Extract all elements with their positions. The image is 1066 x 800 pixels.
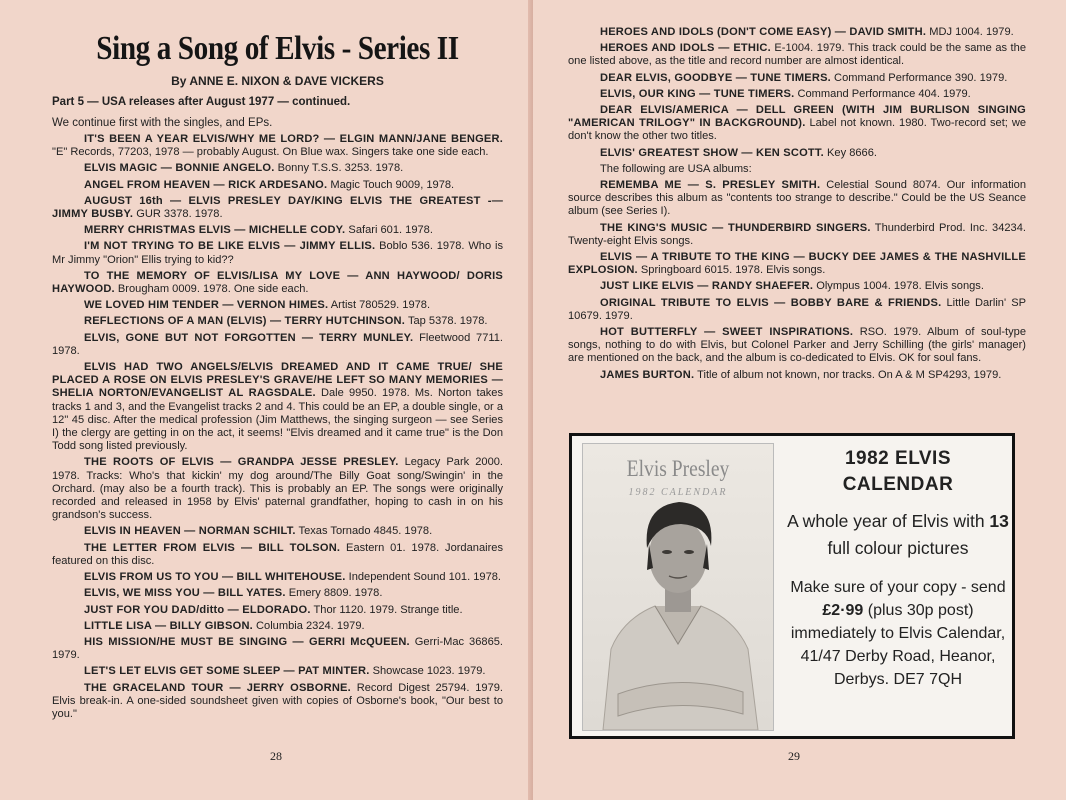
left-entry-list <box>52 133 503 721</box>
ad-headline <box>784 446 1012 498</box>
entry-title: ELVIS, GONE BUT NOT FORGOTTEN — TERRY MUNLEY. <box>84 331 414 344</box>
entry-title: REFLECTIONS OF A MAN (ELVIS) — TERRY HUTCHINSON. <box>84 315 406 328</box>
entry-details: Gerri-Mac 36865. 1979. <box>52 635 503 662</box>
entry-title: DEAR ELVIS, GOODBYE — TUNE TIMERS. <box>600 71 831 84</box>
discography-entry <box>568 88 1026 101</box>
discography-entry <box>568 251 1026 277</box>
advertisement-text <box>784 436 1012 691</box>
entry-details: Key 8666. <box>823 146 877 159</box>
ad-order-info <box>784 576 1012 691</box>
entry-title: JUST LIKE ELVIS — RANDY SHAEFER. <box>600 280 814 293</box>
entry-details: Dale 9950. 1978. Ms. Norton takes tracks 1 and 3, and the Evangelist tracks 2 and 4. This could be an EP, a double single, or a 12" 45 disc. After the medical profession (Jim Matthews, the singing surgeon — see Series I) the clergy are getting in on the act, it seems! "Elvis dreamed and it came true" is the Don Todd song listed previously. <box>52 387 504 453</box>
entry-title: ANGEL FROM HEAVEN — RICK ARDESANO. <box>84 178 328 191</box>
entry-title: JAMES BURTON. <box>600 368 695 381</box>
entry-details: Thunderbird Prod. Inc. 34234. Twenty-eight Elvis songs. <box>568 221 1026 247</box>
entry-title: LET'S LET ELVIS GET SOME SLEEP — PAT MINTER. <box>84 665 370 678</box>
entry-details: Tap 5378. 1978. <box>405 315 488 328</box>
entry-details: Springboard 6015. 1978. Elvis songs. <box>637 264 826 277</box>
entry-title: JUST FOR YOU DAD/ditto — ELDORADO. <box>84 603 311 616</box>
entry-details: Little Darlin' SP 10679. 1979. <box>568 296 1026 322</box>
calendar-advertisement <box>569 433 1015 739</box>
discography-entry <box>52 604 503 617</box>
discography-entry <box>52 665 503 678</box>
discography-entry <box>52 456 503 522</box>
entry-details: Command Performance 404. 1979. <box>794 87 971 100</box>
entry-title: HEROES AND IDOLS (DON'T COME EASY) — DAVID SMITH. <box>600 26 927 38</box>
page-number-left: 28 <box>270 749 282 763</box>
right-page <box>533 0 1066 800</box>
entry-title: ELVIS IN HEAVEN — NORMAN SCHILT. <box>84 525 296 538</box>
entry-details: Columbia 2324. 1979. <box>252 619 365 632</box>
discography-entry <box>52 133 503 159</box>
discography-entry <box>568 26 1026 39</box>
entry-title: THE KING'S MUSIC — THUNDERBIRD SINGERS. <box>600 221 871 234</box>
entry-title: I'M NOT TRYING TO BE LIKE ELVIS — JIMMY ELLIS. <box>84 240 376 253</box>
discography-entry <box>568 163 1026 176</box>
entry-title: MERRY CHRISTMAS ELVIS — MICHELLE CODY. <box>84 224 346 237</box>
entry-details: Legacy Park 2000. 1978. Tracks: Who's that kickin' my dog around/The Billy Goat song/Swingin' in the Orchard. (may also be a fourth track). This is probably an EP. The songs were originally recorded and released in 1958 by Elvis' paternal grandfather, hoping to cash in on his grandson's success. <box>52 456 504 522</box>
discography-entry <box>52 620 503 633</box>
discography-entry <box>52 162 503 175</box>
entry-title: HIS MISSION/HE MUST BE SINGING — GERRI McQUEEN. <box>84 635 410 648</box>
part-heading: Part 5 — USA releases after August 1977 — continued. <box>52 96 351 108</box>
ad-address: (plus 30p post) immediately to Elvis Calendar, 41/47 Derby Road, Heanor, Derbys. DE7 7QH <box>790 602 1006 688</box>
byline: By ANNE E. NIXON & DAVE VICKERS <box>171 74 384 88</box>
entry-title: LITTLE LISA — BILLY GIBSON. <box>84 619 253 632</box>
entry-title: REMEMBA ME — S. PRESLEY SMITH. <box>600 179 821 192</box>
discography-entry <box>568 297 1026 323</box>
entry-title: TO THE MEMORY OF ELVIS/LISA MY LOVE — ANN HAYWOOD/ DORIS HAYWOOD. <box>52 269 503 296</box>
ad-price: £2·99 <box>822 602 864 619</box>
entry-details: Independent Sound 101. 1978. <box>345 571 502 584</box>
entry-details: E-1004. 1979. This track could be the same as the one listed above, as the title and record number are almost identical. <box>568 42 1026 68</box>
calendar-cover-subtitle: 1982 CALENDAR <box>628 487 728 498</box>
entry-title: ELVIS, WE MISS YOU — BILL YATES. <box>84 587 286 600</box>
entry-title: ORIGINAL TRIBUTE TO ELVIS — BOBBY BARE & FRIENDS. <box>600 296 942 309</box>
discography-entry <box>52 571 503 584</box>
ad-headline-line1: 1982 ELVIS <box>844 448 952 469</box>
entry-title: HOT BUTTERFLY — SWEET INSPIRATIONS. <box>600 326 854 339</box>
discography-entry <box>52 636 503 662</box>
article-title: Sing a Song of Elvis - Series II <box>96 30 459 67</box>
entry-title: ELVIS' GREATEST SHOW — KEN SCOTT. <box>600 146 824 159</box>
ad-body-text: A whole year of Elvis with <box>787 511 990 531</box>
entry-details: Boblo 536. 1978. Who is Mr Jimmy "Orion" Ellis trying to kid?? <box>52 240 503 266</box>
entry-details: RSO. 1979. Album of soul-type songs, nothing to do with Elvis, but Colonel Parker and Jerry Schilling (the girls' manager) are mentioned on the back, and the album is co-dedicated to Elvis. OK for soul fans. <box>568 326 1026 365</box>
entry-details: Bonny T.S.S. 3253. 1978. <box>274 162 404 175</box>
discography-entry <box>52 270 503 296</box>
entry-details: Safari 601. 1978. <box>345 224 433 237</box>
entry-title: WE LOVED HIM TENDER — VERNON HIMES. <box>84 299 329 312</box>
entry-details: GUR 3378. 1978. <box>133 208 223 221</box>
entry-details: Magic Touch 9009, 1978. <box>327 178 455 191</box>
entry-title: IT'S BEEN A YEAR ELVIS/WHY ME LORD? — ELGIN MANN/JANE BENGER. <box>84 133 503 145</box>
discography-entry <box>52 240 503 266</box>
discography-entry <box>568 179 1026 219</box>
discography-entry <box>52 315 503 328</box>
entry-title: ELVIS, OUR KING — TUNE TIMERS. <box>600 87 795 100</box>
entry-title: ELVIS — A TRIBUTE TO THE KING — BUCKY DEE JAMES & THE NASHVILLE EXPLOSION. <box>568 251 1026 277</box>
right-entry-list <box>568 26 1026 382</box>
entry-details: Fleetwood 7711. 1978. <box>52 331 503 357</box>
entry-details: Command Performance 390. 1979. <box>830 71 1008 84</box>
ad-order-text: Make sure of your copy - send <box>790 579 1006 596</box>
entry-details: Record Digest 25794. 1979. Elvis break-in. A one-sided soundsheet given with copies of Osborne's book, "Our best to you." <box>52 681 503 720</box>
ad-picture-count: 13 <box>989 511 1009 531</box>
discography-entry <box>568 147 1026 160</box>
entry-title: ELVIS MAGIC — BONNIE ANGELO. <box>84 162 275 175</box>
discography-entry <box>568 369 1026 382</box>
discography-entry <box>568 326 1026 366</box>
entry-details: Texas Tornado 4845. 1978. <box>295 525 433 538</box>
ad-description <box>784 508 1012 562</box>
entry-title: HEROES AND IDOLS — ETHIC. <box>600 42 771 55</box>
entry-title: ELVIS HAD TWO ANGELS/ELVIS DREAMED AND IT CAME TRUE/ SHE PLACED A ROSE ON ELVIS PRESLEY'S GRAVE/HE LEFT SO MANY MEMORIES — SHELIA NORTON/EVANGELIST AL RAGSDALE. <box>52 361 503 400</box>
discography-entry <box>568 72 1026 85</box>
entry-details: MDJ 1004. 1979. <box>926 26 1014 38</box>
entry-details: "E" Records, 77203, 1978 — probably August. On Blue wax. Singers take one side each. <box>52 146 489 159</box>
entry-details: Emery 8809. 1978. <box>285 587 383 600</box>
entry-title: THE ROOTS OF ELVIS — GRANDPA JESSE PRESLEY. <box>84 456 399 469</box>
discography-entry <box>568 42 1026 68</box>
entry-details: Label not known. 1980. Two-record set; we don't know the other two titles. <box>568 117 1027 143</box>
entry-details: Eastern 01. 1978. Jordanaires featured on this disc. <box>52 541 503 567</box>
entry-details: Celestial Sound 8074. Our information source describes this album as "contents too strange to describe." Could be the US Seance album (see Series I). <box>568 179 1026 218</box>
ad-body-text-end: full colour pictures <box>827 538 969 558</box>
entry-details: Brougham 0009. 1978. One side each. <box>114 283 309 296</box>
entry-details: Title of album not known, nor tracks. On A & M SP4293, 1979. <box>694 368 1002 381</box>
discography-entry <box>52 361 503 453</box>
entry-details: Showcase 1023. 1979. <box>369 665 486 678</box>
elvis-portrait-illustration <box>583 444 773 730</box>
entry-title: AUGUST 16th — ELVIS PRESLEY DAY/KING ELVIS THE GREATEST -— JIMMY BUSBY. <box>52 194 503 221</box>
calendar-cover-title: Elvis Presley <box>626 456 730 481</box>
entry-title: THE LETTER FROM ELVIS — BILL TOLSON. <box>84 541 341 554</box>
discography-entry <box>52 682 503 722</box>
discography-entry <box>52 587 503 600</box>
entry-details: Olympus 1004. 1978. Elvis songs. <box>813 280 984 293</box>
entry-title: THE GRACELAND TOUR — JERRY OSBORNE. <box>84 681 351 694</box>
page-number-right: 29 <box>788 749 800 763</box>
entry-details: Thor 1120. 1979. Strange title. <box>310 603 463 616</box>
discography-entry <box>52 179 503 192</box>
discography-entry <box>568 222 1026 248</box>
calendar-cover-image <box>582 443 774 731</box>
discography-entry <box>568 280 1026 293</box>
discography-entry <box>52 525 503 538</box>
discography-entry <box>52 299 503 312</box>
discography-entry <box>52 332 503 358</box>
ad-headline-line2: CALENDAR <box>842 474 954 495</box>
entry-details: The following are USA albums: <box>600 162 752 175</box>
discography-entry <box>52 195 503 221</box>
entry-title: ELVIS FROM US TO YOU — BILL WHITEHOUSE. <box>84 571 346 584</box>
entry-details: Artist 780529. 1978. <box>328 299 431 312</box>
discography-entry <box>568 104 1026 144</box>
discography-entry <box>52 224 503 237</box>
discography-entry <box>52 542 503 568</box>
entry-title: DEAR ELVIS/AMERICA — DELL GREEN (WITH JIM BURLISON SINGING "AMERICAN TRILOGY" IN BACKGROUND). <box>568 104 1026 130</box>
intro-text: We continue first with the singles, and EPs. <box>52 117 273 129</box>
